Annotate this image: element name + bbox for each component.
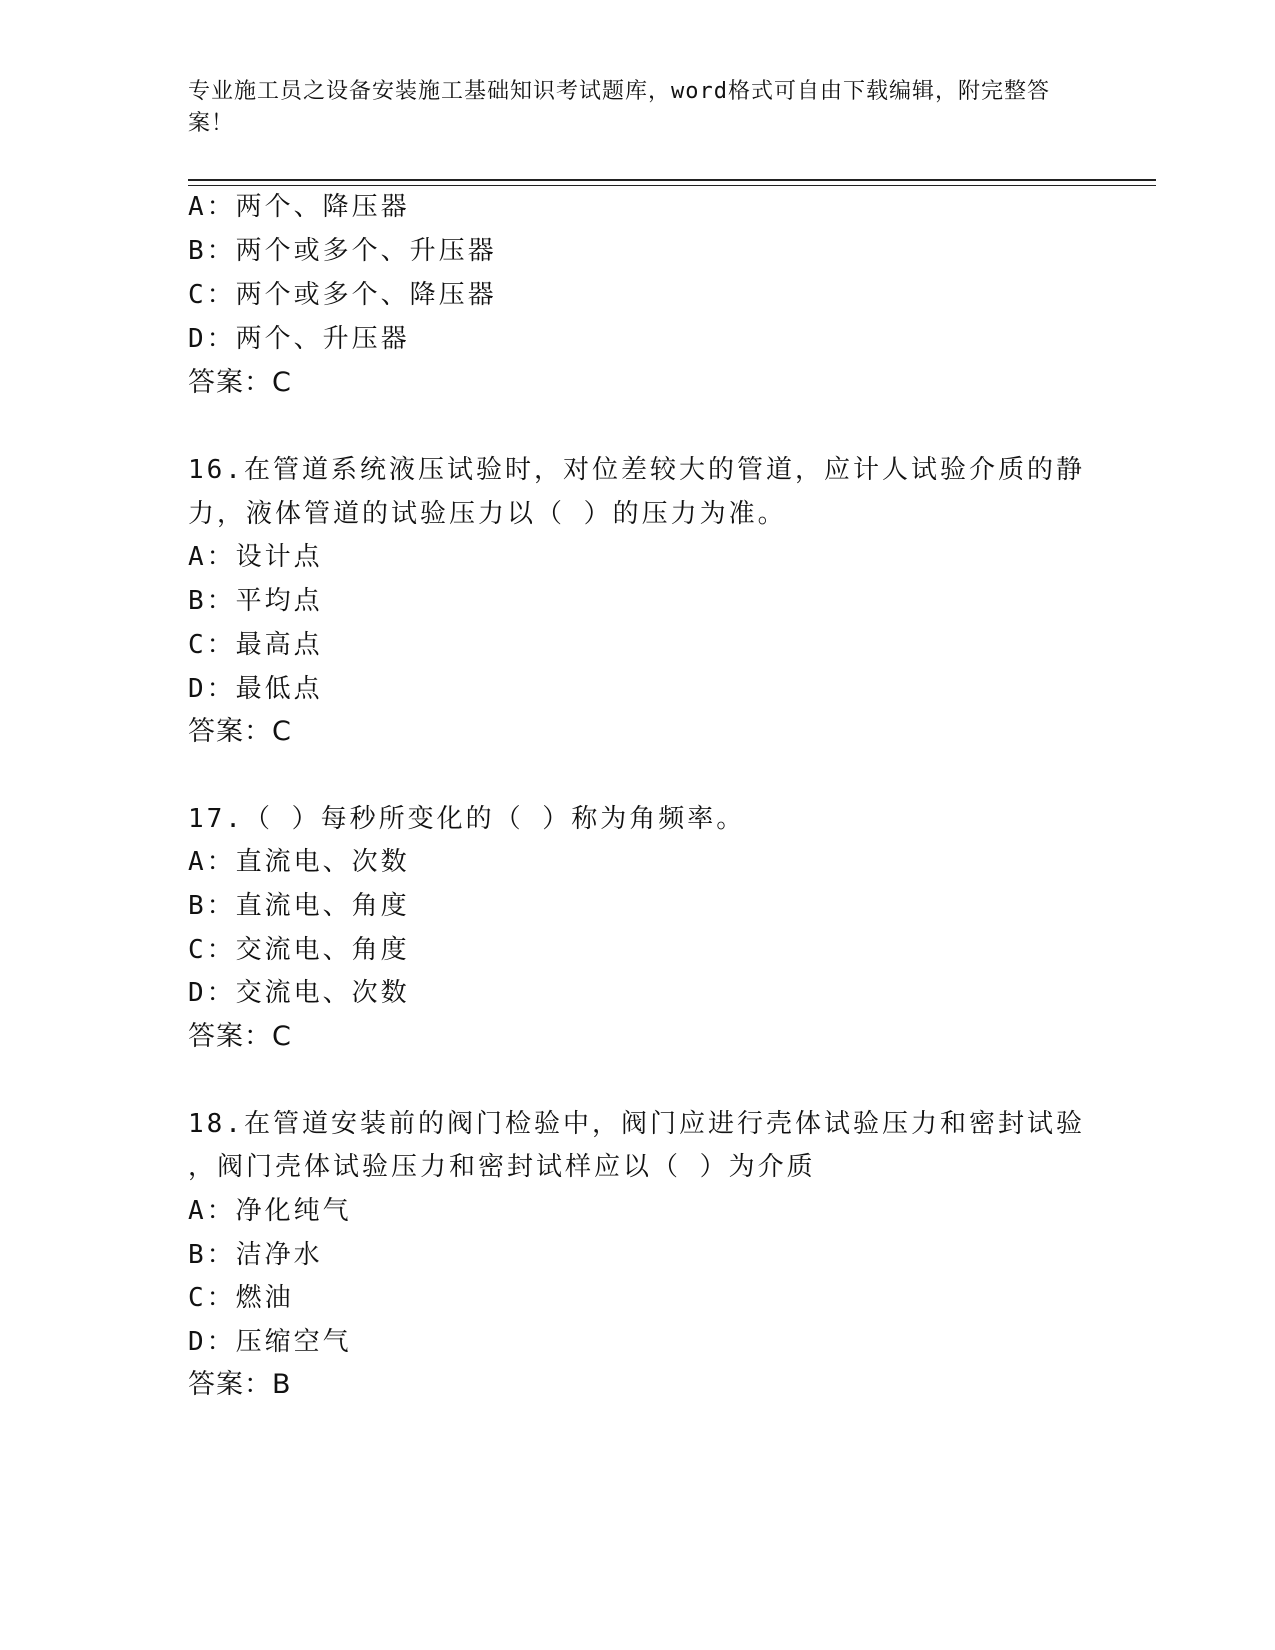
- question-16-text: 16.在管道系统液压试验时，对位差较大的管道，应计人试验介质的静: [188, 455, 1085, 485]
- question-18-text-cont: ，阀门壳体试验压力和密封试样应以（ ）为介质: [188, 1152, 816, 1182]
- option-d: D：两个、升压器: [188, 324, 410, 354]
- option-c: C：最高点: [188, 630, 323, 660]
- option-a: A：净化纯气: [188, 1196, 352, 1226]
- header-divider: [188, 179, 1156, 181]
- answer-line: 答案：B: [188, 1369, 292, 1400]
- option-b: B：直流电、角度: [188, 891, 410, 921]
- option-a: A：直流电、次数: [188, 847, 410, 877]
- option-a: A：两个、降压器: [188, 192, 410, 222]
- document-header: 专业施工员之设备安装施工基础知识考试题库，word格式可自由下载编辑，附完整答案！: [188, 79, 1050, 136]
- option-b: B：平均点: [188, 586, 323, 616]
- header-divider-thin: [188, 185, 1156, 186]
- option-c: C：燃油: [188, 1283, 294, 1313]
- answer-line: 答案：C: [188, 716, 292, 747]
- option-a: A：设计点: [188, 542, 323, 572]
- answer-line: 答案：C: [188, 367, 292, 398]
- option-b: B：两个或多个、升压器: [188, 236, 497, 266]
- option-d: D：压缩空气: [188, 1327, 352, 1357]
- option-d: D：最低点: [188, 674, 323, 704]
- option-d: D：交流电、次数: [188, 978, 410, 1008]
- answer-line: 答案：C: [188, 1021, 292, 1052]
- option-c: C：交流电、角度: [188, 935, 410, 965]
- option-b: B：洁净水: [188, 1240, 323, 1270]
- option-c: C：两个或多个、降压器: [188, 280, 497, 310]
- question-17-text: 17.（ ）每秒所变化的（ ）称为角频率。: [188, 804, 746, 834]
- question-16-text-cont: 力，液体管道的试验压力以（ ）的压力为准。: [188, 499, 787, 529]
- question-18-text: 18.在管道安装前的阀门检验中，阀门应进行壳体试验压力和密封试验: [188, 1109, 1085, 1139]
